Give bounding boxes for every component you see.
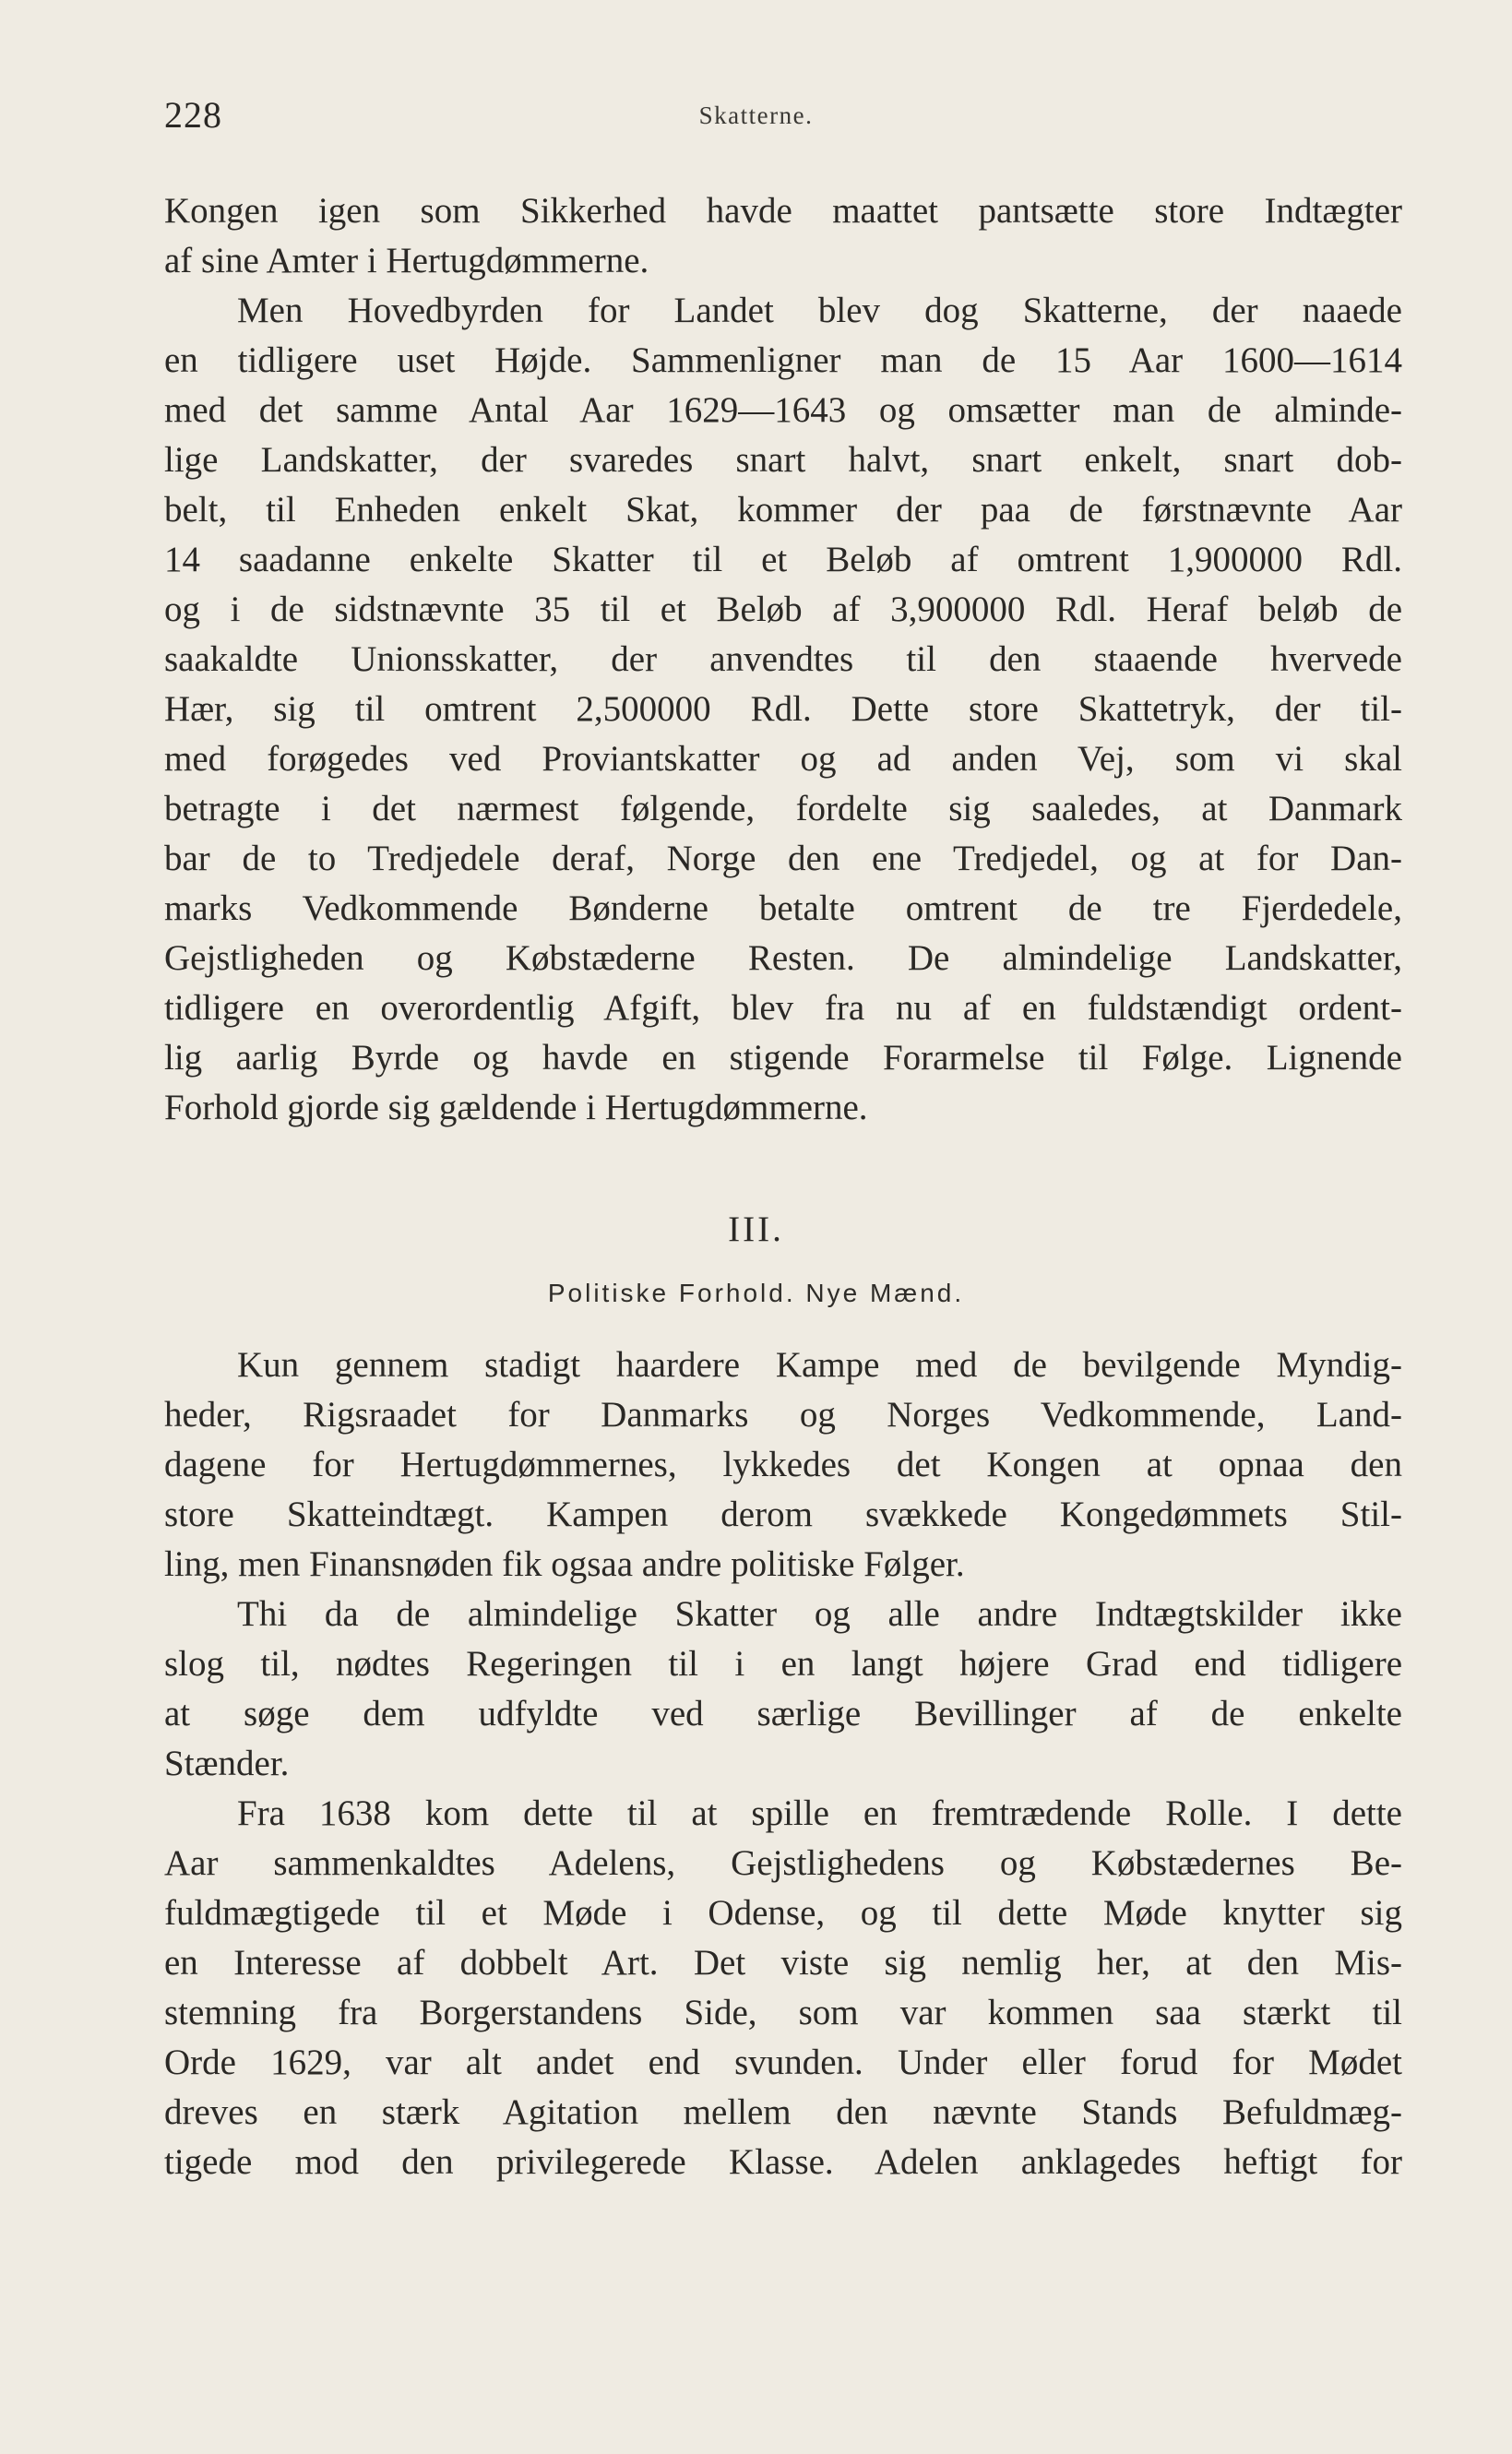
- text-line: med det samme Antal Aar 1629—1643 og omsætter man de alminde-: [164, 390, 1402, 430]
- text-line: stemning fra Borgerstandens Side, som var kommen saa stærkt til: [164, 1993, 1402, 2032]
- text-line: Hær, sig til omtrent 2,500000 Rdl. Dette store Skattetryk, der til-: [164, 689, 1402, 729]
- text-line: store Skatteindtægt. Kampen derom svækkede Kongedømmets Stil-: [164, 1495, 1402, 1534]
- text-line: Forhold gjorde sig gældende i Hertugdømmerne.: [164, 1088, 868, 1127]
- text-line: 14 saadanne enkelte Skatter til et Beløb af omtrent 1,900000 Rdl.: [164, 540, 1402, 579]
- text-line: ling, men Finansnøden fik ogsaa andre politiske Følger.: [164, 1544, 965, 1584]
- text-line: betragte i det nærmest følgende, fordelte sig saaledes, at Danmark: [164, 789, 1402, 828]
- section-title: Politiske Forhold. Nye Mænd.: [547, 1279, 965, 1307]
- text-line: tidligere en overordentlig Afgift, blev fra nu af en fuldstændigt ordent-: [164, 988, 1402, 1028]
- text-line: lige Landskatter, der svaredes snart halvt, snart enkelt, snart dob-: [164, 440, 1402, 480]
- text-line: med forøgedes ved Proviantskatter og ad anden Vej, som vi skal: [164, 739, 1402, 779]
- text-line: en Interesse af dobbelt Art. Det viste sig nemlig her, at den Mis-: [164, 1943, 1402, 1983]
- running-head: Skatterne.: [698, 101, 814, 129]
- text-line: Gejstligheden og Købstæderne Resten. De almindelige Landskatter,: [164, 938, 1402, 978]
- text-line: fuldmægtigede til et Møde i Odense, og til dette Møde knytter sig: [164, 1893, 1402, 1933]
- text-line: Kongen igen som Sikkerhed havde maattet pantsætte store Indtægter: [164, 191, 1402, 231]
- text-line: belt, til Enheden enkelt Skat, kommer der paa de førstnævnte Aar: [164, 490, 1402, 530]
- text-line: saakaldte Unionsskatter, der anvendtes til den staaende hvervede: [164, 639, 1402, 679]
- body-text-top: [164, 186, 1402, 1133]
- section-number: III.: [728, 1209, 784, 1249]
- text-line: dreves en stærk Agitation mellem den nævnte Stands Befuldmæg-: [164, 2092, 1402, 2132]
- text-line: heder, Rigsraadet for Danmarks og Norges Vedkommende, Land-: [164, 1395, 1402, 1435]
- text-line: Stænder.: [164, 1744, 290, 1783]
- text-line: Aar sammenkaldtes Adelens, Gejstlighedens og Købstædernes Be-: [164, 1843, 1402, 1883]
- page-number: 228: [164, 94, 222, 136]
- text-line: slog til, nødtes Regeringen til i en langt højere Grad end tidligere: [164, 1644, 1402, 1684]
- text-line: dagene for Hertugdømmernes, lykkedes det Kongen at opnaa den: [164, 1445, 1402, 1484]
- text-line: marks Vedkommende Bønderne betalte omtrent de tre Fjerdedele,: [164, 888, 1402, 928]
- text-line: lig aarlig Byrde og havde en stigende Forarmelse til Følge. Lignende: [164, 1038, 1402, 1078]
- text-line: bar de to Tredjedele deraf, Norge den ene Tredjedel, og at for Dan-: [164, 839, 1402, 878]
- text-line: Thi da de almindelige Skatter og alle andre Indtægtskilder ikke: [237, 1594, 1402, 1634]
- text-line: en tidligere uset Højde. Sammenligner man de 15 Aar 1600—1614: [164, 340, 1402, 380]
- text-line: tigede mod den privilegerede Klasse. Adelen anklagedes heftigt for: [164, 2142, 1402, 2182]
- text-line: af sine Amter i Hertugdømmerne.: [164, 241, 649, 280]
- text-line: Kun gennem stadigt haardere Kampe med de bevilgende Myndig-: [237, 1345, 1402, 1385]
- text-line: at søge dem udfyldte ved særlige Bevillinger af de enkelte: [164, 1694, 1402, 1733]
- text-line: Fra 1638 kom dette til at spille en fremtrædende Rolle. I dette: [237, 1793, 1402, 1833]
- text-line: og i de sidstnævnte 35 til et Beløb af 3,900000 Rdl. Heraf beløb de: [164, 590, 1402, 629]
- text-line: Men Hovedbyrden for Landet blev dog Skatterne, der naaede: [237, 291, 1402, 330]
- text-line: Orde 1629, var alt andet end svunden. Under eller forud for Mødet: [164, 2043, 1402, 2082]
- body-text-bottom: [164, 1340, 1402, 2187]
